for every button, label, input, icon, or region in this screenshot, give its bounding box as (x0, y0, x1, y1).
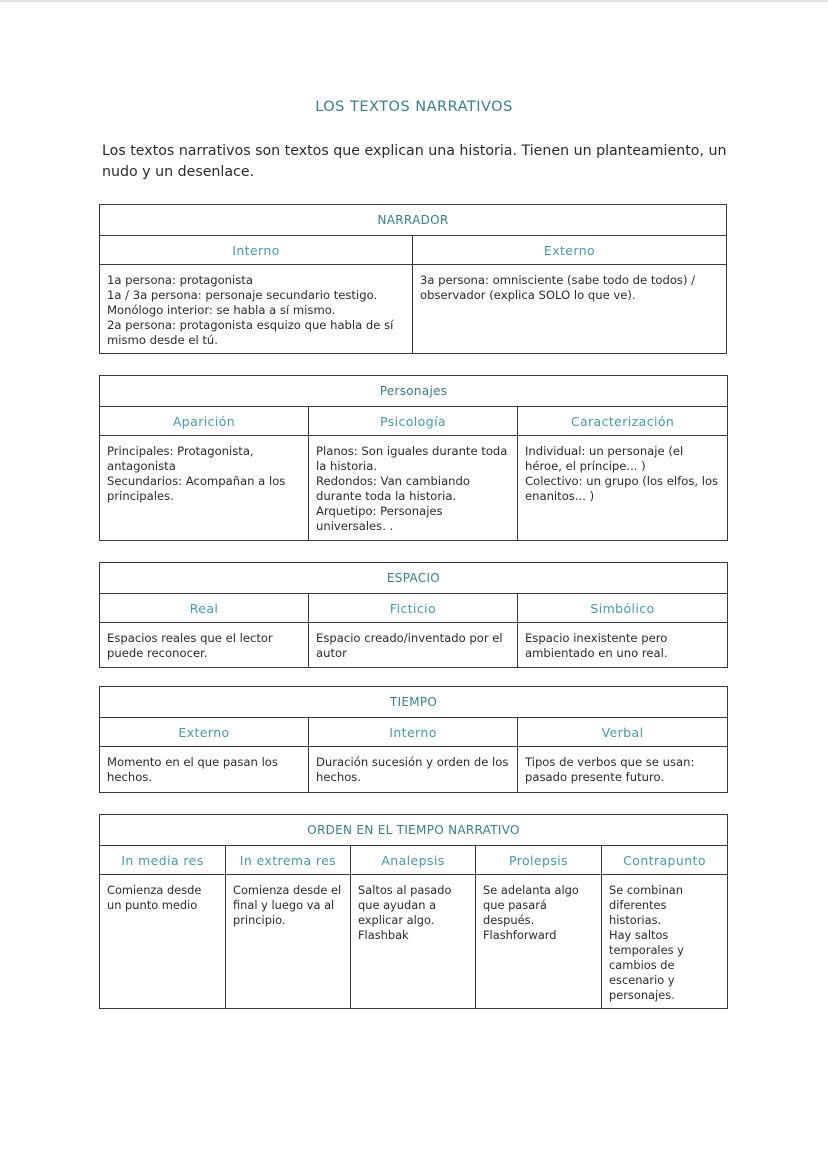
espacio-cell-ficticio: Espacio creado/inventado por el autor (309, 623, 518, 668)
espacio-cell-real: Espacios reales que el lector puede reconocer. (100, 623, 309, 668)
orden-col-analepsis: Analepsis (351, 846, 476, 875)
espacio-col-ficticio: Ficticio (309, 594, 518, 623)
tiempo-cell-verbal: Tipos de verbos que se usan: pasado presente futuro. (518, 747, 728, 793)
orden-table (99, 814, 728, 1009)
espacio-table (99, 562, 728, 668)
narrador-table (99, 204, 727, 354)
page-top-edge (0, 0, 828, 2)
orden-header: ORDEN EN EL TIEMPO NARRATIVO (100, 815, 728, 846)
narrador-cell-externo: 3a persona: omnisciente (sabe todo de todos) / observador (explica SOLO lo que ve). (413, 265, 727, 354)
tiempo-cell-interno: Duración sucesión y orden de los hechos. (309, 747, 518, 793)
espacio-col-simbolico: Simbólico (518, 594, 728, 623)
orden-cell-analepsis: Saltos al pasado que ayudan a explicar algo. Flashbak (351, 875, 476, 1009)
personajes-table (99, 375, 728, 541)
espacio-cell-simbolico: Espacio inexistente pero ambientado en uno real. (518, 623, 728, 668)
tiempo-header: TIEMPO (100, 687, 728, 718)
narrador-header: NARRADOR (100, 205, 727, 236)
orden-cell-in-extrema-res: Comienza desde el final y luego va al principio. (226, 875, 351, 1009)
tiempo-col-interno: Interno (309, 718, 518, 747)
personajes-col-psicologia: Psicología (309, 407, 518, 436)
personajes-col-aparicion: Aparición (100, 407, 309, 436)
tiempo-cell-externo: Momento en el que pasan los hechos. (100, 747, 309, 793)
orden-cell-prolepsis: Se adelanta algo que pasará después. Flashforward (476, 875, 602, 1009)
espacio-header: ESPACIO (100, 563, 728, 594)
orden-col-in-extrema-res: In extrema res (226, 846, 351, 875)
orden-col-in-media-res: In media res (100, 846, 226, 875)
personajes-cell-caracterizacion: Individual: un personaje (el héroe, el príncipe... ) Colectivo: un grupo (los elfos, los enanitos... ) (518, 436, 728, 541)
intro-paragraph: Los textos narrativos son textos que explican una historia. Tienen un planteamiento, un nudo y un desenlace. (102, 143, 727, 180)
orden-col-prolepsis: Prolepsis (476, 846, 602, 875)
tiempo-table (99, 686, 728, 793)
page-title: LOS TEXTOS NARRATIVOS (315, 99, 513, 115)
personajes-cell-aparicion: Principales: Protagonista, antagonista Secundarios: Acompañan a los principales. (100, 436, 309, 541)
personajes-header: Personajes (100, 376, 728, 407)
orden-cell-in-media-res: Comienza desde un punto medio (100, 875, 226, 1009)
espacio-col-real: Real (100, 594, 309, 623)
orden-cell-contrapunto: Se combinan diferentes historias. Hay saltos temporales y cambios de escenario y personajes. (602, 875, 728, 1009)
personajes-cell-psicologia: Planos: Son iguales durante toda la historia. Redondos: Van cambiando durante toda la historia. Arquetipo: Personajes universales. . (309, 436, 518, 541)
orden-col-contrapunto: Contrapunto (602, 846, 728, 875)
personajes-col-caracterizacion: Caracterización (518, 407, 728, 436)
tiempo-col-verbal: Verbal (518, 718, 728, 747)
narrador-col-externo: Externo (413, 236, 727, 265)
tiempo-col-externo: Externo (100, 718, 309, 747)
narrador-col-interno: Interno (100, 236, 413, 265)
narrador-cell-interno: 1a persona: protagonista 1a / 3a persona: personaje secundario testigo. Monólogo interior: se habla a sí mismo. 2a persona: protagonista esquizo que habla de sí mismo desde el tú. (100, 265, 413, 354)
